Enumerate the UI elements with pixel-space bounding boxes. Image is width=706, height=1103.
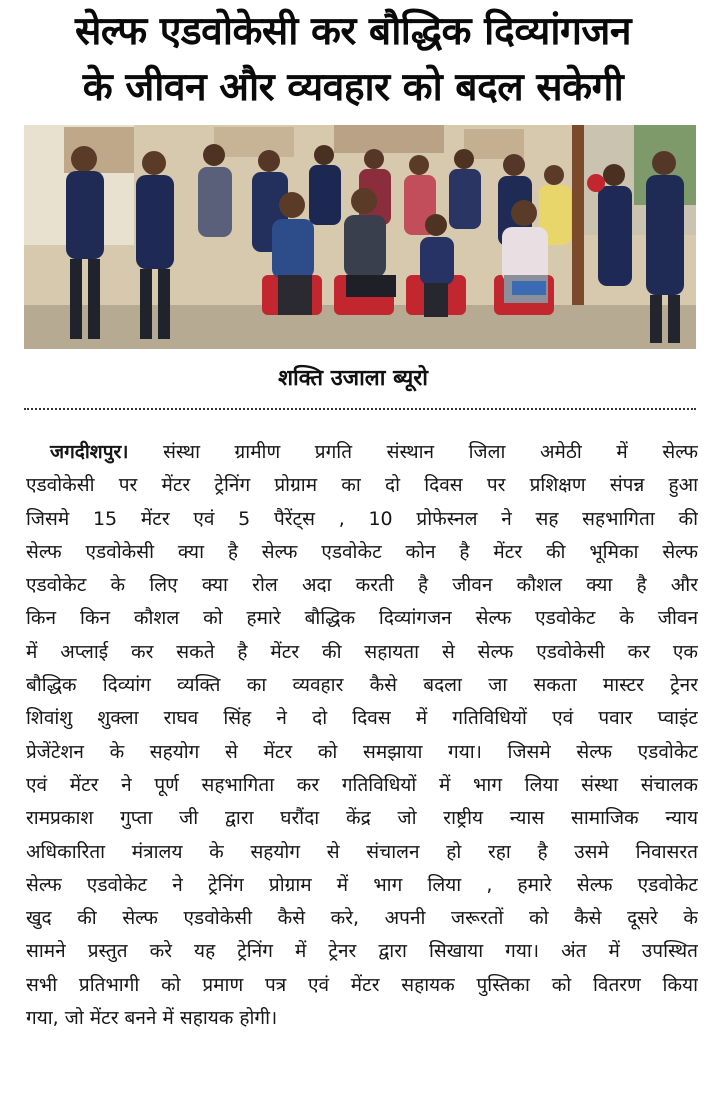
article-line-14: सेल्फ एडवोकेट ने ट्रेनिंग प्रोग्राम में भाग लिया , हमारे सेल्फ एडवोकेट <box>26 873 698 896</box>
article-line-13: अधिकारिता मंत्रालय के सहयोग से संचालन हो रहा है उसमे निवासरत <box>26 840 698 863</box>
article-line-15: खुद की सेल्फ एडवोकेसी कैसे करे, अपनी जरूरतों को कैसे दूसरे के <box>26 907 698 930</box>
article-line-9: शिवांशु शुक्ला राघव सिंह ने दो दिवस में गतिविधियों एवं पवार प्वाइंट <box>26 707 698 730</box>
article-line-6: किन किन कौशल को हमारे बौद्धिक दिव्यांगजन सेल्फ एडवोकेट के जीवन <box>26 607 698 630</box>
article-line-1-text: संस्था ग्रामीण प्रगति संस्थान जिला अमेठी में सेल्फ <box>128 441 698 463</box>
dotted-divider <box>24 408 696 410</box>
article-line-7: में अप्लाई कर सकते है मेंटर की सहायता से सेल्फ एडवोकेसी कर एक <box>26 640 698 663</box>
group-photo <box>24 125 696 349</box>
headline-line-1: सेल्फ एडवोकेसी कर बौद्धिक दिव्यांगजन <box>74 9 631 54</box>
article-line-5: एडवोकेट के लिए क्या रोल अदा करती है जीवन कौशल क्या है और <box>26 574 698 597</box>
headline-line-2: के जीवन और व्यवहार को बदल सकेगी <box>82 65 624 110</box>
headline <box>10 4 696 116</box>
article-line-2: एडवोकेसी पर मेंटर ट्रेनिंग प्रोग्राम का दो दिवस पर प्रशिक्षण संपन्न हुआ <box>26 474 698 497</box>
article-line-10: प्रेजेंटेशन के सहयोग से मेंटर को समझाया गया। जिसमे सेल्फ एडवोकेट <box>26 740 698 763</box>
article-line-16: सामने प्रस्तुत करे यह ट्रेनिंग में ट्रेनर द्वारा सिखाया गया। अंत में उपस्थित <box>26 940 698 963</box>
byline: शक्ति उजाला ब्यूरो <box>278 366 428 391</box>
article-line-18: गया, जो मेंटर बनने में सहायक होगी। <box>26 1007 278 1030</box>
article-line-17: सभी प्रतिभागी को प्रमाण पत्र एवं मेंटर सहायक पुस्तिका को वितरण किया <box>26 973 698 996</box>
article-body <box>26 436 698 1035</box>
article-line-12: रामप्रकाश गुप्ता जी द्वारा घरौंदा केंद्र जो राष्ट्रीय न्यास सामाजिक न्याय <box>26 807 698 830</box>
article-line-11: एवं मेंटर ने पूर्ण सहभागिता कर गतिविधियों में भाग लिया संस्था संचालक <box>26 773 698 796</box>
article-line-1 <box>26 436 698 469</box>
article-line-4: सेल्फ एडवोकेसी क्या है सेल्फ एडवोकेट कोन है मेंटर की भूमिका सेल्फ <box>26 540 698 563</box>
article-line-8: बौद्धिक दिव्यांग व्यक्ति का व्यवहार कैसे बदला जा सकता मास्टर ट्रेनर <box>26 674 698 697</box>
dateline: जगदीशपुर। <box>50 441 129 463</box>
article-line-3: जिसमे 15 मेंटर एवं 5 पैरेंट्स , 10 प्रोफेस्नल ने सह सहभागिता की <box>26 507 698 530</box>
